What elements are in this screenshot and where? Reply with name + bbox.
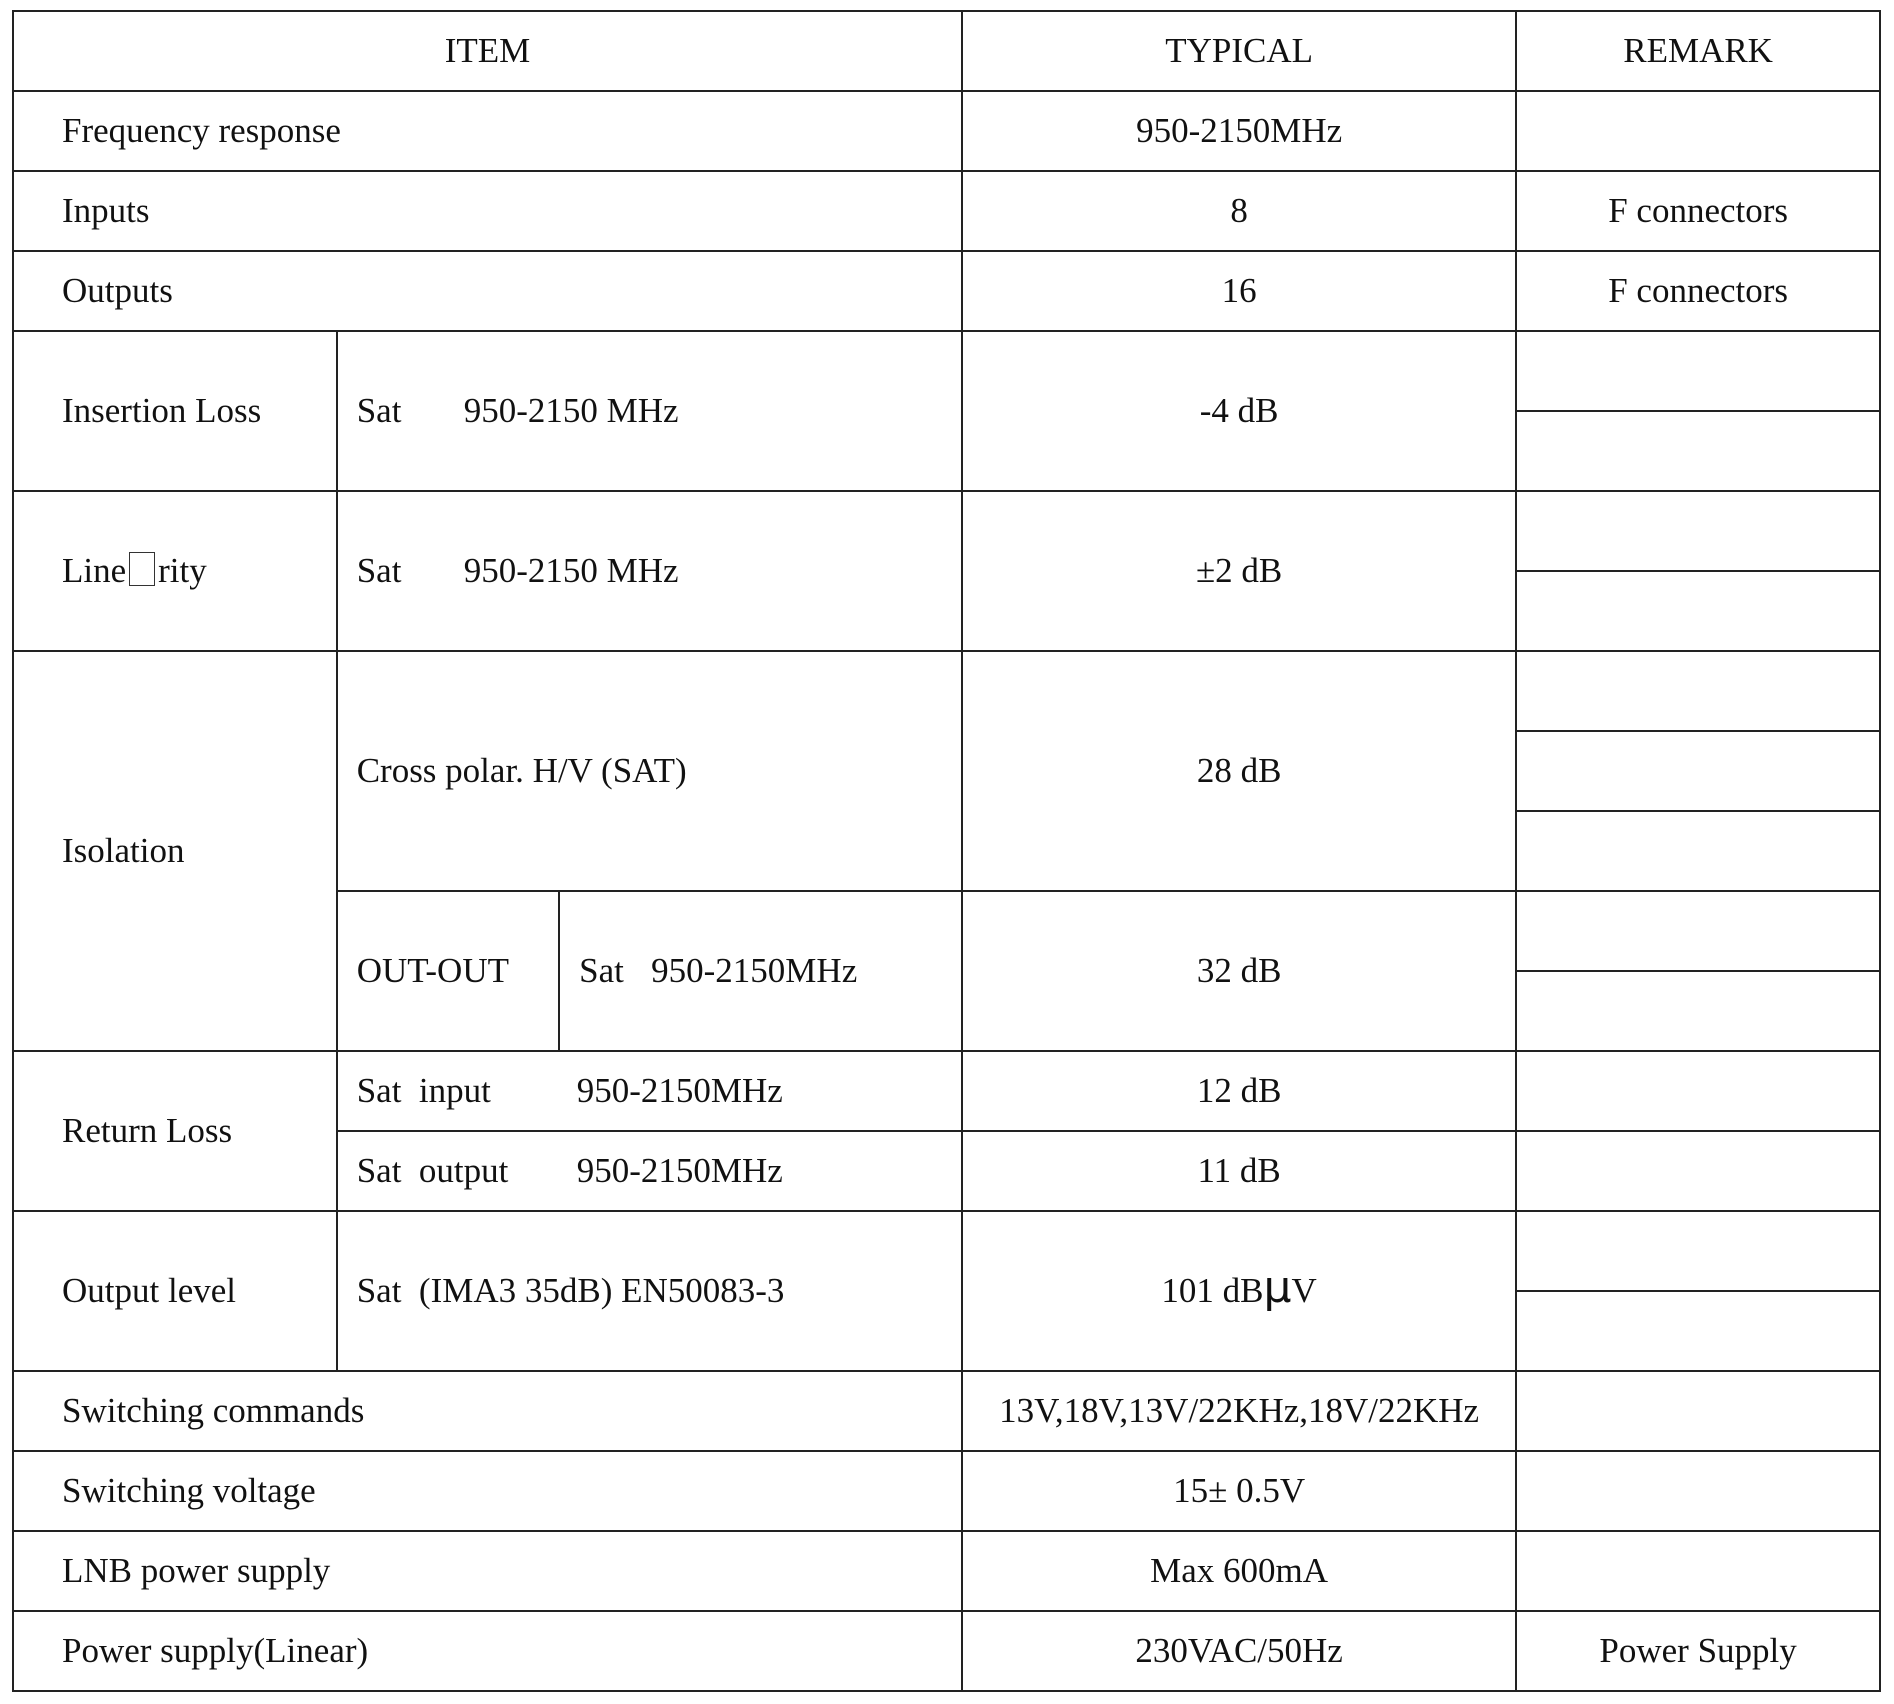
outputs-typical: 16 (962, 251, 1516, 331)
switching-voltage-typical: 15± 0.5V (962, 1451, 1516, 1531)
linearity-remark-1 (1516, 491, 1880, 571)
insertion-loss-typical: -4 dB (962, 331, 1516, 491)
output-level-unit: V (1291, 1271, 1317, 1310)
inputs-remark: F connectors (1516, 171, 1880, 251)
isolation-remark-5 (1516, 971, 1880, 1051)
return-loss-input-typical: 12 dB (962, 1051, 1516, 1131)
isolation-out-out-label: OUT-OUT (337, 891, 559, 1051)
insertion-loss-condition (337, 331, 962, 491)
table-row-insertion-loss (13, 331, 1880, 411)
header-remark: REMARK (1516, 11, 1880, 91)
output-level-mu: μ (1263, 1262, 1292, 1313)
frequency-response-remark (1516, 91, 1880, 171)
box-glyph-icon (129, 552, 155, 586)
isolation-remark-4 (1516, 891, 1880, 971)
linearity-remark-2 (1516, 571, 1880, 651)
table-row-inputs (13, 171, 1880, 251)
insertion-loss-label: Insertion Loss (13, 331, 337, 491)
switching-voltage-remark (1516, 1451, 1880, 1531)
table-row-outputs (13, 251, 1880, 331)
linearity-label-end: rity (158, 551, 207, 590)
lnb-power-supply-label: LNB power supply (13, 1531, 962, 1611)
linearity-label-start: Line (62, 551, 127, 590)
return-loss-input-range: 950-2150MHz (576, 1071, 783, 1110)
return-loss-output-typical: 11 dB (962, 1131, 1516, 1211)
power-supply-remark: Power Supply (1516, 1611, 1880, 1691)
linearity-range: 950-2150 MHz (463, 551, 679, 590)
isolation-label: Isolation (13, 651, 337, 1051)
return-loss-output-range: 950-2150MHz (576, 1151, 783, 1190)
outputs-remark: F connectors (1516, 251, 1880, 331)
isolation-out-out-range: 950-2150MHz (651, 951, 858, 990)
output-level-typical (962, 1211, 1516, 1371)
switching-voltage-label: Switching voltage (13, 1451, 962, 1531)
isolation-cross-polar-typical: 28 dB (962, 651, 1516, 891)
return-loss-label: Return Loss (13, 1051, 337, 1211)
return-loss-input-condition (337, 1051, 962, 1131)
output-level-label: Output level (13, 1211, 337, 1371)
isolation-remark-1 (1516, 651, 1880, 731)
linearity-typical: ±2 dB (962, 491, 1516, 651)
table-row-switching-commands (13, 1371, 1880, 1451)
switching-commands-label: Switching commands (13, 1371, 962, 1451)
header-item: ITEM (13, 11, 962, 91)
isolation-cross-polar-label: Cross polar. H/V (SAT) (337, 651, 962, 891)
lnb-power-supply-typical: Max 600mA (962, 1531, 1516, 1611)
insertion-loss-sat: Sat (356, 391, 402, 430)
frequency-response-label: Frequency response (13, 91, 962, 171)
table-row-power-supply (13, 1611, 1880, 1691)
output-level-remark-1 (1516, 1211, 1880, 1291)
table-row-isolation (13, 651, 1880, 731)
table-row-output-level (13, 1211, 1880, 1291)
header-typical: TYPICAL (962, 11, 1516, 91)
return-loss-output-sat: Sat output (356, 1151, 509, 1190)
outputs-label: Outputs (13, 251, 962, 331)
linearity-condition (337, 491, 962, 651)
insertion-loss-range: 950-2150 MHz (463, 391, 679, 430)
power-supply-typical: 230VAC/50Hz (962, 1611, 1516, 1691)
switching-commands-typical: 13V,18V,13V/22KHz,18V/22KHz (962, 1371, 1516, 1451)
return-loss-input-sat: Sat input (356, 1071, 491, 1110)
table-row-switching-voltage (13, 1451, 1880, 1531)
isolation-out-out-condition (559, 891, 962, 1051)
frequency-response-typical: 950-2150MHz (962, 91, 1516, 171)
output-level-remark-2 (1516, 1291, 1880, 1371)
inputs-label: Inputs (13, 171, 962, 251)
inputs-typical: 8 (962, 171, 1516, 251)
lnb-power-supply-remark (1516, 1531, 1880, 1611)
output-level-condition: Sat (IMA3 35dB) EN50083-3 (337, 1211, 962, 1371)
return-loss-remark-2 (1516, 1131, 1880, 1211)
isolation-remark-2 (1516, 731, 1880, 811)
table-row-linearity (13, 491, 1880, 571)
insertion-loss-remark-2 (1516, 411, 1880, 491)
linearity-label (13, 491, 337, 651)
switching-commands-remark (1516, 1371, 1880, 1451)
return-loss-output-condition (337, 1131, 962, 1211)
insertion-loss-remark-1 (1516, 331, 1880, 411)
power-supply-label: Power supply(Linear) (13, 1611, 962, 1691)
isolation-out-out-sat: Sat (579, 951, 624, 990)
linearity-sat: Sat (356, 551, 402, 590)
return-loss-remark-1 (1516, 1051, 1880, 1131)
table-row-frequency-response (13, 91, 1880, 171)
output-level-value: 101 dB (1161, 1271, 1264, 1310)
isolation-out-out-typical: 32 dB (962, 891, 1516, 1051)
table-row-return-loss-input (13, 1051, 1880, 1131)
isolation-remark-3 (1516, 811, 1880, 891)
table-row-lnb-power-supply (13, 1531, 1880, 1611)
header-row (13, 11, 1880, 91)
spec-table (12, 10, 1881, 1692)
